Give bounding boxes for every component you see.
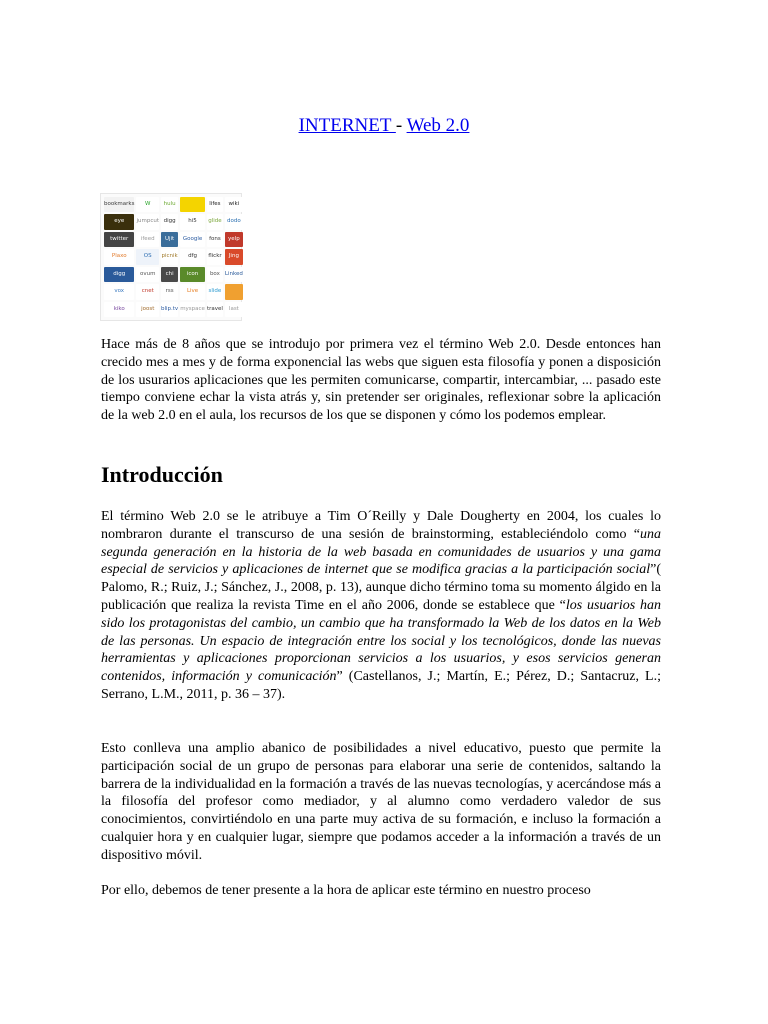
intro-paragraph: Hace más de 8 años que se introdujo por primera vez el término Web 2.0. Desde entonces han crecido mes a mes y de forma exponencial las webs que siguen esta filosofía y ponen a disposición de los usurarios aplicaciones que les permiten comunicarse, compartir, intercambiar, ... pasado este tiempo conviene echar la vista atrás y, sin pretender ser originales, reflexionar sobre la aplicación de la web 2.0 en el aula, los recursos de los que se disponen y cómo los podemos emplear. bbox=[101, 337, 661, 424]
logo-cell: rss bbox=[161, 284, 178, 299]
logo-cell: OS bbox=[136, 249, 159, 264]
paragraph-educational: Esto conlleva una amplio abanico de posibilidades a nivel educativo, puesto que permite la participación social de un grupo de personas para elaborar una serie de contenidos, saltando la barrera de la individualidad en la formación a través de las nuevas tecnologías, y acercándose más a la filosofía del profesor como mediador, y al alumno como verdadero valedor de sus conocimientos, convirtiéndolo en una parte muy activa de su formación, e incluso la formación a cualquier hora y en cualquier lugar, siempre que podamos acceder a la información a través de un dispositivo móvil. bbox=[101, 741, 661, 863]
logo-cell: jumpcut bbox=[136, 214, 159, 229]
logo-cell: twitter bbox=[104, 232, 134, 247]
logo-cell bbox=[225, 284, 243, 299]
logo-cell: lifes bbox=[207, 197, 223, 212]
logo-cell: vox bbox=[104, 284, 134, 299]
web20-logos-image bbox=[100, 193, 242, 321]
logo-cell: hi5 bbox=[180, 214, 205, 229]
logo-cell: ifeed bbox=[136, 232, 159, 247]
logo-cell: wiki bbox=[225, 197, 243, 212]
logo-cell: ovum bbox=[136, 267, 159, 282]
logo-cell: myspace bbox=[180, 302, 205, 317]
logo-cell: Linked bbox=[225, 267, 243, 282]
web20-link[interactable]: Web 2.0 bbox=[406, 115, 470, 136]
logo-cell: Plaxo bbox=[104, 249, 134, 264]
logo-cell: joost bbox=[136, 302, 159, 317]
logo-cell: dodo bbox=[225, 214, 243, 229]
logo-cell: hulu bbox=[161, 197, 178, 212]
logo-cell: W bbox=[136, 197, 159, 212]
logo-cell: digg bbox=[161, 214, 178, 229]
logo-cell: kiko bbox=[104, 302, 134, 317]
paragraph-definition bbox=[101, 508, 661, 704]
logo-cell: slide bbox=[207, 284, 223, 299]
logo-cell: Ujit bbox=[161, 232, 178, 247]
logo-cell: chi bbox=[161, 267, 178, 282]
p2-text-a: El término Web 2.0 se le atribuye a Tim O´Reilly y Dale Dougherty en 2004, los cuales lo nombraron durante el transcurso de una sesión de brainstorming, estableciéndolo como “ bbox=[101, 509, 661, 542]
logo-cell: digg bbox=[104, 267, 134, 282]
logo-cell: bookmarks bbox=[104, 197, 134, 212]
logo-cell: picnik bbox=[161, 249, 178, 264]
logo-cell: Google bbox=[180, 232, 205, 247]
logo-cell: blip.tv bbox=[161, 302, 178, 317]
logo-cell: eye bbox=[104, 214, 134, 229]
logo-cell: last bbox=[225, 302, 243, 317]
logo-cell: box bbox=[207, 267, 223, 282]
title-separator: - bbox=[395, 115, 407, 136]
internet-link[interactable]: INTERNET bbox=[298, 115, 396, 136]
logo-cell: cnet bbox=[136, 284, 159, 299]
logo-cell: fons bbox=[207, 232, 223, 247]
logo-cell: Live bbox=[180, 284, 205, 299]
section-heading-introduccion: Introducción bbox=[101, 462, 223, 487]
p2-quote-palomo: una segunda generación en la historia de la web basada en comunidades de usuarios y una gama especial de servicios y aplicaciones de internet que se modifica gracias a la participación social bbox=[101, 526, 661, 578]
logo-cell: flickr bbox=[207, 249, 223, 264]
logo-cell bbox=[180, 197, 205, 212]
paragraph-conclusion-start: Por ello, debemos de tener presente a la hora de aplicar este término en nuestro proceso bbox=[101, 883, 591, 898]
logo-cell: Jing bbox=[225, 249, 243, 264]
document-title bbox=[0, 114, 768, 138]
p2-text-c: ”( Palomo, R.; Ruiz, J.; Sánchez, J., 2008, p. 13), aunque dicho término toma su momento álgido en la publicación que realiza la revista Time en el año 2006, donde se establece que “ bbox=[101, 562, 661, 613]
logo-cell: glide bbox=[207, 214, 223, 229]
logo-cell: travel bbox=[207, 302, 223, 317]
logo-cell: icon bbox=[180, 267, 205, 282]
logo-cell: dfg bbox=[180, 249, 205, 264]
p2-quote-time: los usuarios han sido los protagonistas del cambio, un cambio que ha transformado la Web de los datos en la Web de las personas. Un espacio de integración entre los social y los tecnológicos, donde las nuevas herramientas y aplicaciones proporcionan servicios a los usuarios, y esos servicios generan contenidos, información y comunicación bbox=[101, 597, 661, 685]
logo-cell: yelp bbox=[225, 232, 243, 247]
p2-text-e: ” (Castellanos, J.; Martín, E.; Pérez, D.; Santacruz, L.; Serrano, L.M., 2011, p. 36 – 37). bbox=[101, 669, 661, 702]
